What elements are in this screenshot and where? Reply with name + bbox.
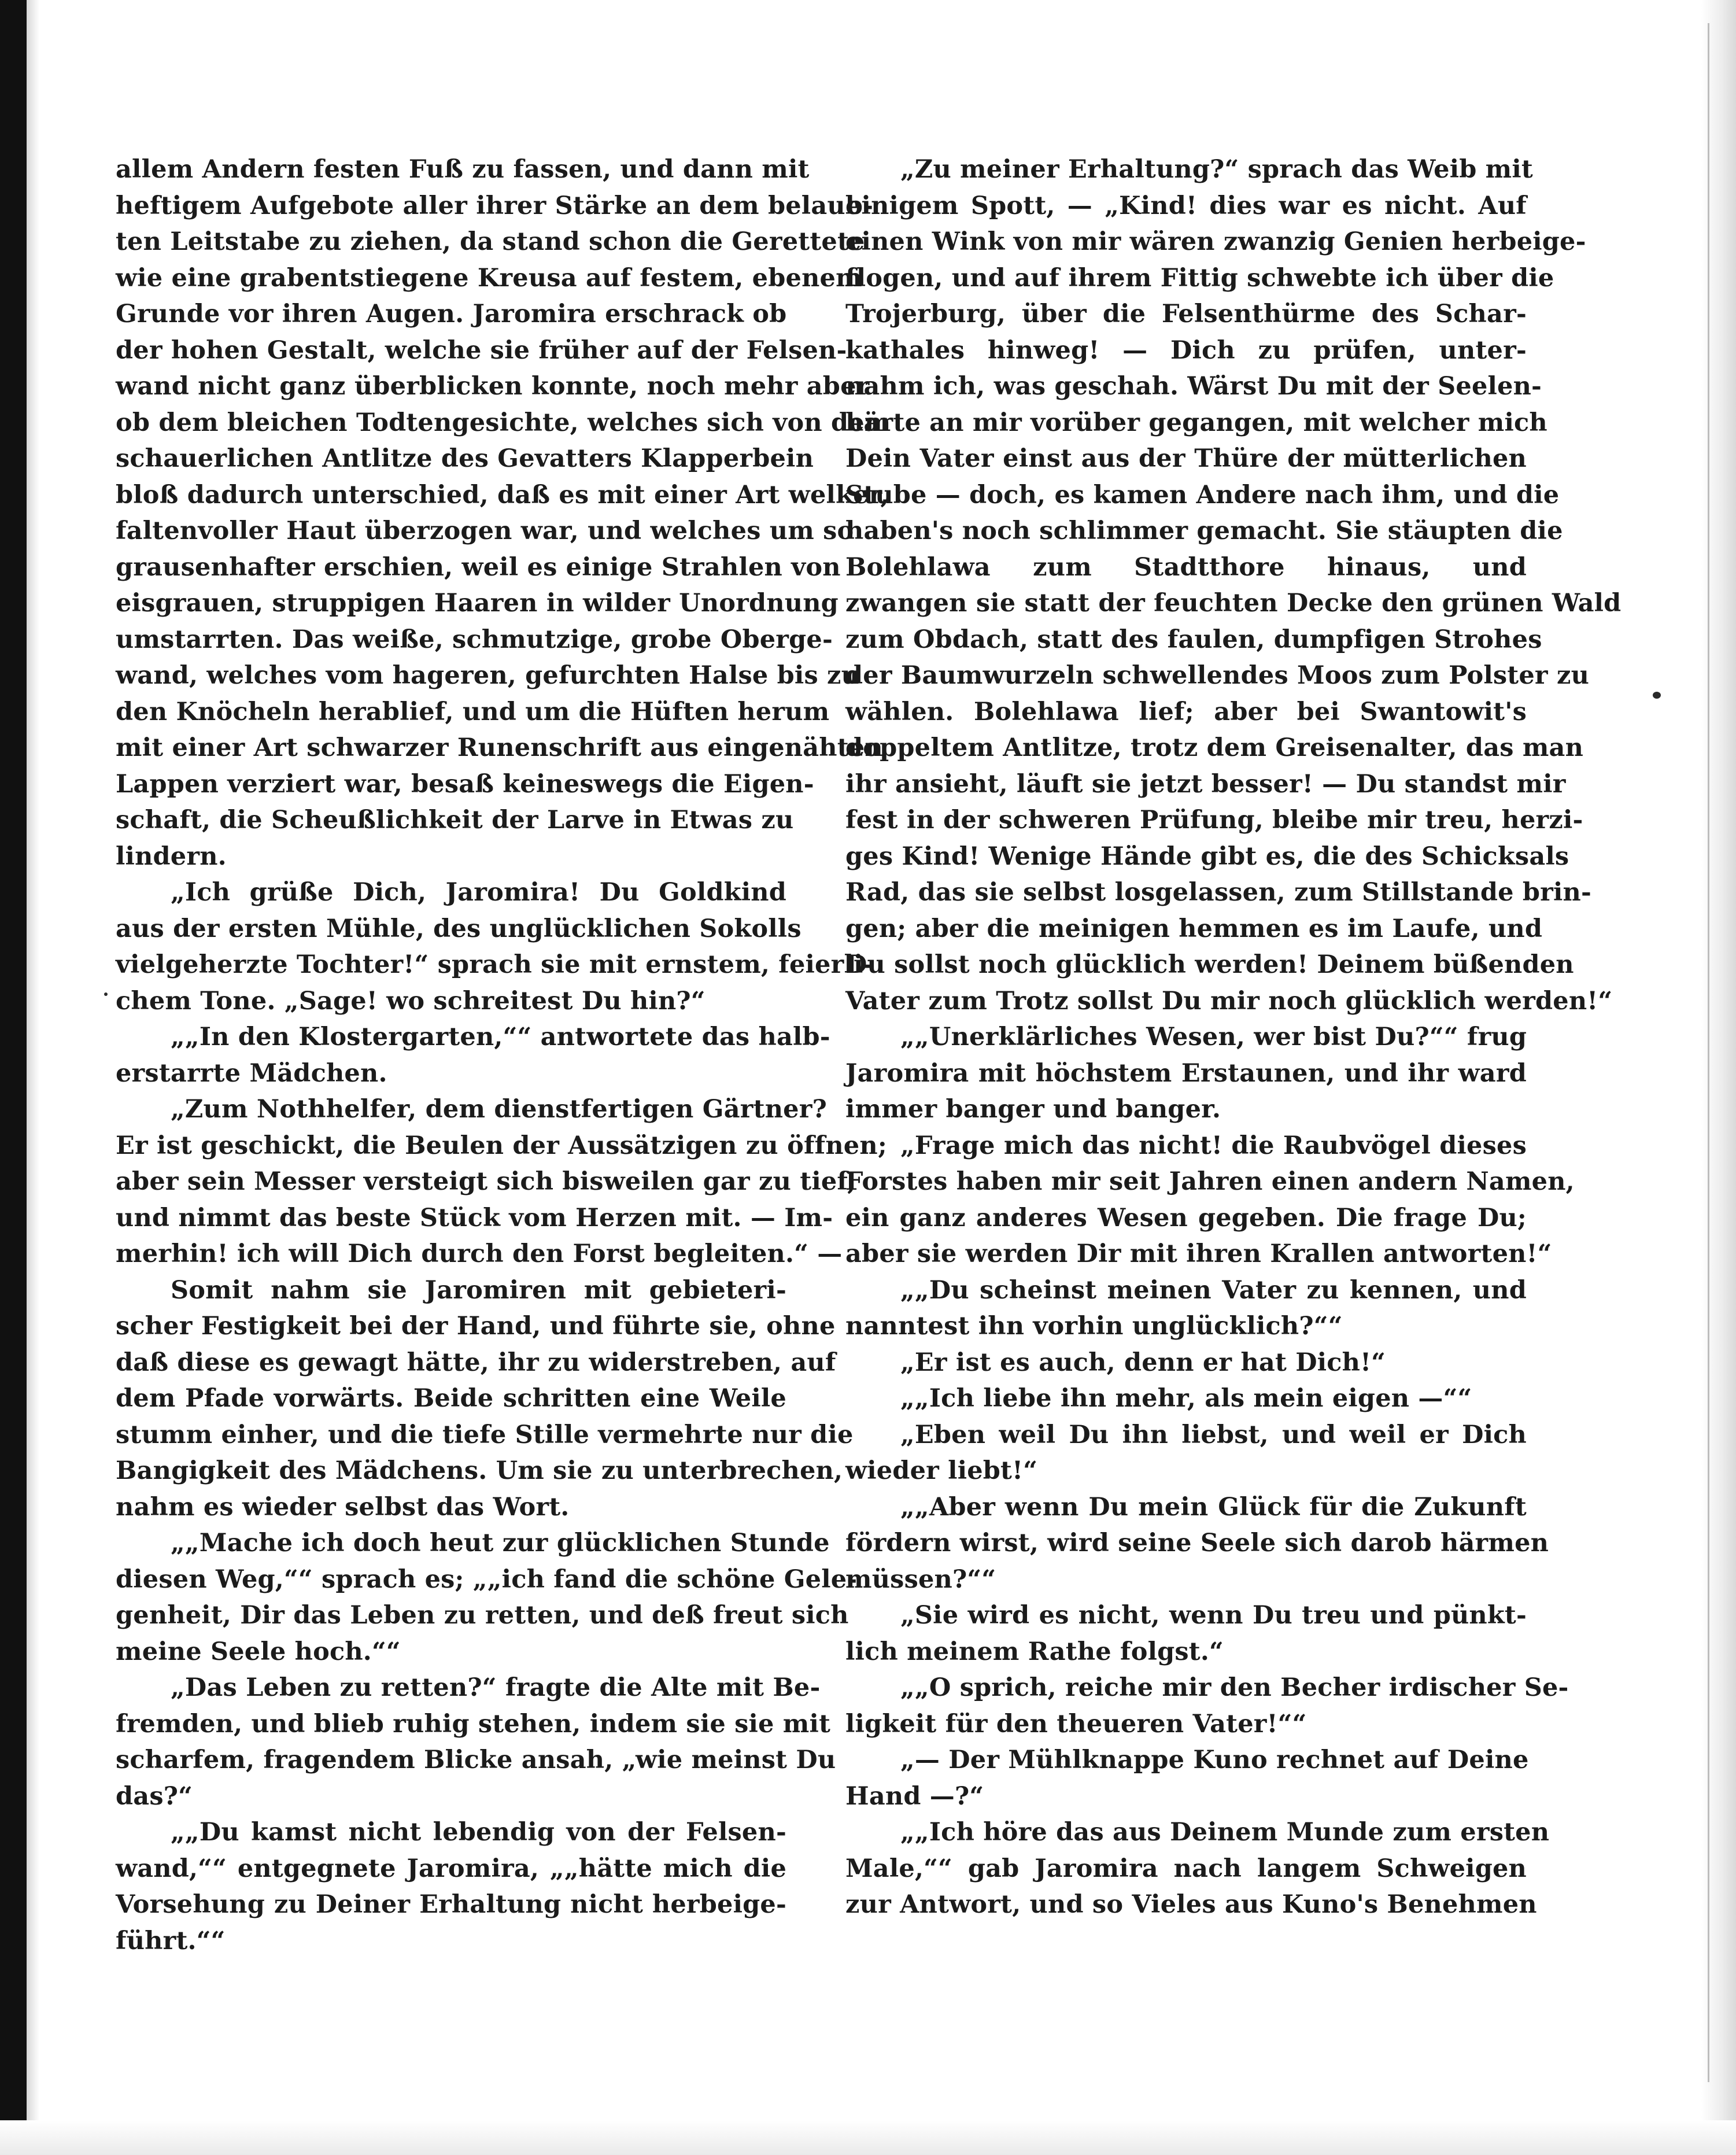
- text-line: einen Wink von mir wären zwanzig Genien herbeige-: [845, 227, 1586, 256]
- text-line: härte an mir vorüber gegangen, mit welcher mich: [845, 408, 1547, 437]
- text-line: müssen?““: [845, 1564, 996, 1594]
- text-line: Stube — doch, es kamen Andere nach ihm, und die: [845, 480, 1560, 510]
- text-line: doppeltem Antlitze, trotz dem Greisenalter, das man: [845, 733, 1584, 762]
- text-line: wand,““ entgegnete Jaromira, „„hätte mich die: [116, 1854, 786, 1883]
- text-line: Jaromira mit höchstem Erstaunen, und ihr ward: [845, 1058, 1527, 1088]
- text-line: ligkeit für den theueren Vater!““: [845, 1709, 1307, 1739]
- text-line: allem Andern festen Fuß zu fassen, und dann mit: [116, 155, 810, 184]
- text-line: heftigem Aufgebote aller ihrer Stärke an dem belaub-: [116, 191, 874, 220]
- text-line: „„O sprich, reiche mir den Becher irdischer Se-: [900, 1673, 1569, 1702]
- text-line: nahm es wieder selbst das Wort.: [116, 1492, 570, 1522]
- text-line: aus der ersten Mühle, des unglücklichen Sokolls: [116, 914, 801, 943]
- text-line: bloß dadurch unterschied, daß es mit einer Art welker,: [116, 480, 889, 510]
- scan-spine-shadow: [0, 0, 27, 2155]
- text-line: Er ist geschickt, die Beulen der Aussätzigen zu öffnen;: [116, 1131, 887, 1160]
- text-line: einigem Spott, — „Kind! dies war es nicht. Auf: [845, 191, 1527, 220]
- text-line: Du sollst noch glücklich werden! Deinem büßenden: [845, 950, 1574, 979]
- text-line: Bangigkeit des Mädchens. Um sie zu unterbrechen,: [116, 1456, 843, 1485]
- text-line: „Frage mich das nicht! die Raubvögel dieses: [900, 1131, 1527, 1160]
- text-line: aber sie werden Dir mit ihren Krallen antworten!“: [845, 1239, 1552, 1268]
- text-line: merhin! ich will Dich durch den Forst begleiten.“ —: [116, 1239, 843, 1268]
- text-line: gen; aber die meinigen hemmen es im Laufe, und: [845, 914, 1543, 943]
- ink-speck: [1653, 692, 1661, 699]
- text-line: erstarrte Mädchen.: [116, 1058, 387, 1088]
- text-line: mit einer Art schwarzer Runenschrift aus eingenähten: [116, 733, 883, 762]
- text-line: wand nicht ganz überblicken konnte, noch mehr aber: [116, 372, 870, 401]
- text-line: Vorsehung zu Deiner Erhaltung nicht herbeige-: [116, 1890, 786, 1919]
- text-line: „„Ich höre das aus Deinem Munde zum ersten: [900, 1818, 1550, 1847]
- text-line: wählen. Bolehlawa lief; aber bei Swantowit's: [845, 697, 1527, 726]
- text-line: „Ich grüße Dich, Jaromira! Du Goldkind: [171, 878, 786, 907]
- text-line: zum Obdach, statt des faulen, dumpfigen Strohes: [845, 625, 1542, 654]
- text-line: fest in der schweren Prüfung, bleibe mir treu, herzi-: [845, 806, 1583, 835]
- text-line: wieder liebt!“: [845, 1456, 1038, 1485]
- text-line: wand, welches vom hageren, gefurchten Halse bis zu: [116, 661, 860, 690]
- text-line: haben's noch schlimmer gemacht. Sie stäupten die: [845, 516, 1563, 545]
- text-line: vielgeherzte Tochter!“ sprach sie mit ernstem, feierli-: [116, 950, 874, 979]
- page-edge-right: [1701, 0, 1736, 2155]
- text-line: faltenvoller Haut überzogen war, und welches um so: [116, 516, 854, 545]
- text-line: „Zum Nothhelfer, dem dienstfertigen Gärtner?: [171, 1095, 827, 1124]
- text-line: „„Ich liebe ihn mehr, als mein eigen —““: [900, 1384, 1472, 1413]
- text-line: Lappen verziert war, besaß keineswegs die Eigen-: [116, 769, 814, 799]
- text-line: Vater zum Trotz sollst Du mir noch glücklich werden!“: [845, 986, 1613, 1016]
- text-line: Rad, das sie selbst losgelassen, zum Stillstande brin-: [845, 878, 1592, 907]
- text-line: „Sie wird es nicht, wenn Du treu und pünkt-: [900, 1601, 1527, 1630]
- text-line: grausenhafter erschien, weil es einige Strahlen von: [116, 552, 841, 582]
- text-line: Grunde vor ihren Augen. Jaromira erschrack ob: [116, 300, 787, 329]
- text-line: zur Antwort, und so Vieles aus Kuno's Benehmen: [845, 1890, 1537, 1919]
- text-line: „„Mache ich doch heut zur glücklichen Stunde: [171, 1529, 830, 1558]
- scan-spine-gradient: [27, 0, 39, 2155]
- text-line: „„In den Klostergarten,““ antwortete das halb-: [171, 1023, 830, 1051]
- text-line: Hand —?“: [845, 1781, 984, 1811]
- text-line: scher Festigkeit bei der Hand, und führte sie, ohne: [116, 1312, 836, 1341]
- text-line: eisgrauen, struppigen Haaren in wilder Unordnung: [116, 589, 839, 618]
- text-line: flogen, und auf ihrem Fittig schwebte ich über die: [845, 263, 1554, 293]
- text-line: ein ganz anderes Wesen gegeben. Die frage Du;: [845, 1203, 1527, 1233]
- text-column-left: [116, 152, 891, 1959]
- text-line: dem Pfade vorwärts. Beide schritten eine Weile: [116, 1384, 786, 1413]
- text-line: ob dem bleichen Todtengesichte, welches sich von dem: [116, 408, 891, 437]
- text-line: „„Unerklärliches Wesen, wer bist Du?““ frug: [900, 1023, 1527, 1051]
- text-line: den Knöcheln herablief, und um die Hüften herum: [116, 697, 830, 726]
- text-line: Forstes haben mir seit Jahren einen andern Namen,: [845, 1167, 1575, 1196]
- text-line: Dein Vater einst aus der Thüre der mütterlichen: [845, 444, 1527, 473]
- text-line: der Baumwurzeln schwellendes Moos zum Polster zu: [845, 661, 1590, 690]
- text-line: „Eben weil Du ihn liebst, und weil er Dich: [900, 1420, 1527, 1449]
- text-line: „Zu meiner Erhaltung?“ sprach das Weib mit: [900, 155, 1533, 184]
- text-line: daß diese es gewagt hätte, ihr zu widerstreben, auf: [116, 1348, 836, 1377]
- text-line: genheit, Dir das Leben zu retten, und deß freut sich: [116, 1601, 849, 1630]
- text-line: umstarrten. Das weiße, schmutzige, grobe Oberge-: [116, 625, 833, 654]
- text-line: nanntest ihn vorhin unglücklich?““: [845, 1312, 1343, 1341]
- text-line: Trojerburg, über die Felsenthürme des Schar-: [845, 300, 1527, 329]
- text-line: Bolehlawa zum Stadtthore hinaus, und: [845, 552, 1527, 582]
- text-line: ihr ansieht, läuft sie jetzt besser! — Du standst mir: [845, 769, 1566, 799]
- text-line: „Das Leben zu retten?“ fragte die Alte mit Be-: [171, 1673, 821, 1702]
- text-line: scharfem, fragendem Blicke ansah, „wie meinst Du: [116, 1746, 836, 1774]
- text-line: kathales hinweg! — Dich zu prüfen, unter-: [845, 335, 1527, 365]
- text-line: der hohen Gestalt, welche sie früher auf der Felsen-: [116, 335, 847, 365]
- text-line: „— Der Mühlknappe Kuno rechnet auf Deine: [900, 1746, 1529, 1774]
- text-line: diesen Weg,““ sprach es; „„ich fand die schöne Gele-: [116, 1564, 858, 1594]
- page-edge-bottom: [0, 2120, 1736, 2155]
- text-line: „„Du kamst nicht lebendig von der Felsen-: [171, 1818, 786, 1847]
- text-line: schauerlichen Antlitze des Gevatters Klapperbein: [116, 444, 814, 473]
- text-line: Male,““ gab Jaromira nach langem Schweigen: [845, 1854, 1527, 1883]
- text-column-right: [845, 152, 1622, 1923]
- text-line: meine Seele hoch.““: [116, 1637, 401, 1666]
- text-line: ges Kind! Wenige Hände gibt es, die des Schicksals: [845, 842, 1569, 871]
- text-line: schaft, die Scheußlichkeit der Larve in Etwas zu: [116, 806, 794, 835]
- text-line: wie eine grabentstiegene Kreusa auf festem, ebenem: [116, 263, 862, 293]
- text-line: stumm einher, und die tiefe Stille vermehrte nur die: [116, 1420, 854, 1449]
- text-line: ten Leitstabe zu ziehen, da stand schon die Gerettete: [116, 227, 865, 256]
- text-line: lindern.: [116, 842, 227, 871]
- text-line: fördern wirst, wird seine Seele sich darob härmen: [845, 1529, 1549, 1558]
- text-line: „„Du scheinst meinen Vater zu kennen, und: [900, 1275, 1527, 1305]
- text-line: aber sein Messer versteigt sich bisweilen gar zu tief,: [116, 1167, 856, 1196]
- text-line: immer banger und banger.: [845, 1095, 1221, 1124]
- text-line: lich meinem Rathe folgst.“: [845, 1637, 1224, 1666]
- page-edge-line: [1708, 23, 1709, 2082]
- text-line: fremden, und blieb ruhig stehen, indem sie sie mit: [116, 1709, 831, 1739]
- text-line: das?“: [116, 1781, 193, 1811]
- ink-speck: [104, 992, 108, 996]
- text-line: und nimmt das beste Stück vom Herzen mit. — Im-: [116, 1203, 833, 1233]
- text-line: nahm ich, was geschah. Wärst Du mit der Seelen-: [845, 372, 1542, 401]
- text-line: zwangen sie statt der feuchten Decke den grünen Wald: [845, 589, 1622, 618]
- text-line: „Er ist es auch, denn er hat Dich!“: [900, 1348, 1386, 1377]
- text-line: führt.““: [116, 1926, 226, 1955]
- text-line: „„Aber wenn Du mein Glück für die Zukunft: [900, 1492, 1527, 1522]
- text-line: Somit nahm sie Jaromiren mit gebieteri-: [171, 1275, 786, 1305]
- text-line: chem Tone. „Sage! wo schreitest Du hin?“: [116, 986, 706, 1016]
